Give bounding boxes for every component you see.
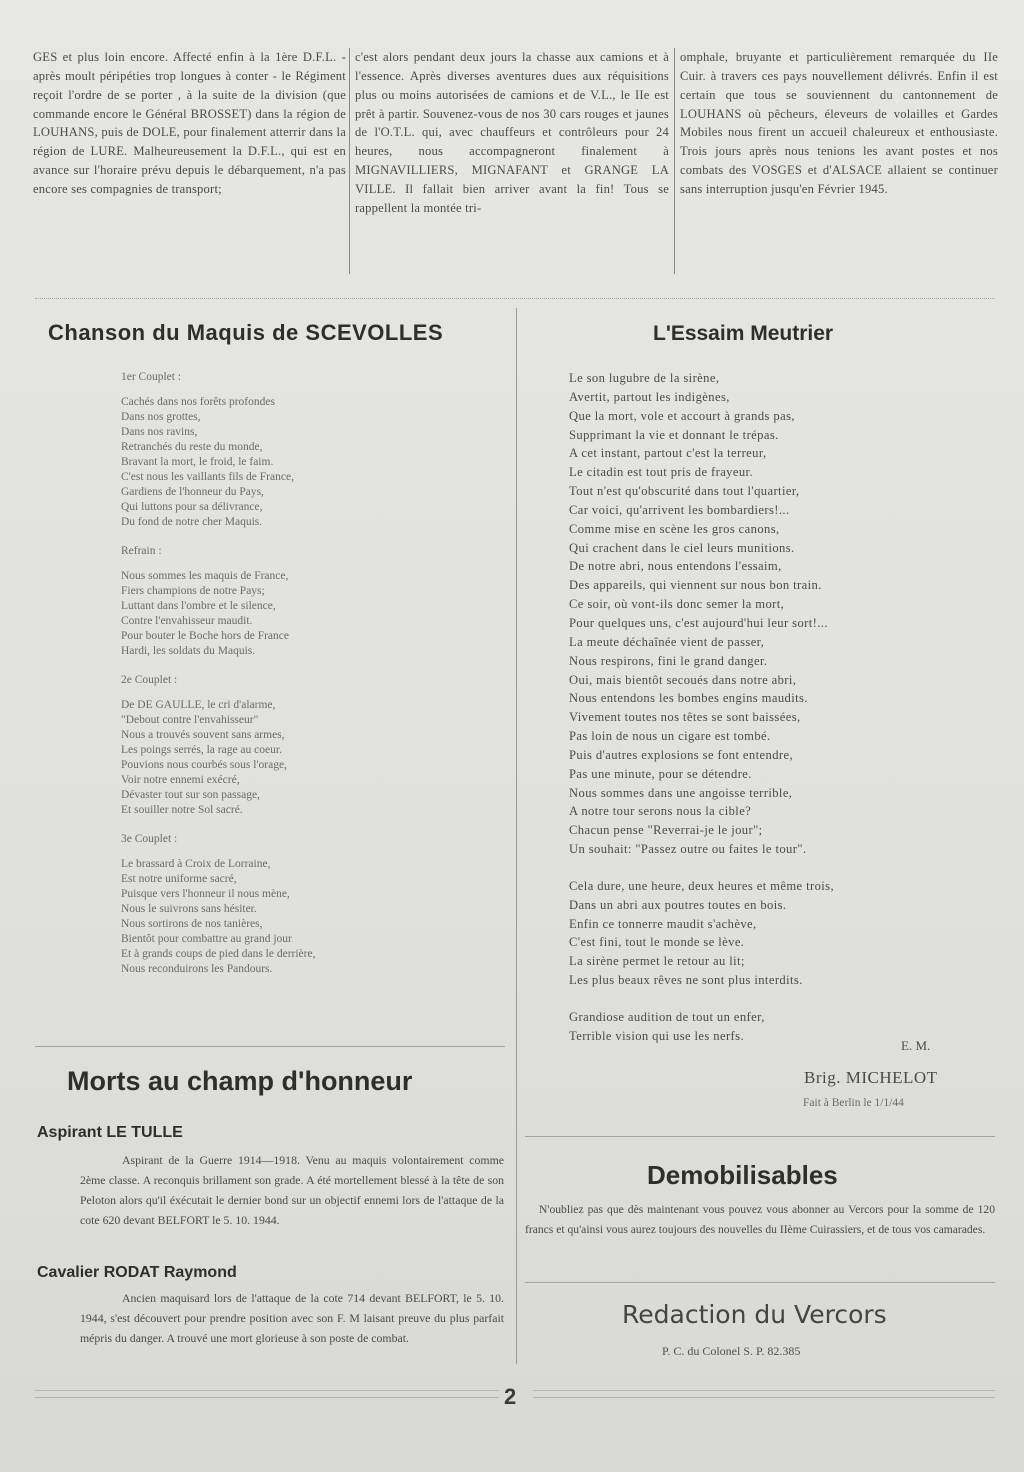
verse-line: C'est nous les vaillants fils de France, [121,471,294,483]
verse-line: Luttant dans l'ombre et le silence, [121,600,276,612]
article-continuation [33,48,999,278]
verse-line: Des appareils, qui viennent sur nous bon train. [569,578,822,593]
essaim-place-date: Fait à Berlin le 1/1/44 [803,1097,904,1109]
verse-line: Voir notre ennemi exécré, [121,774,240,786]
verse-line: Hardi, les soldats du Maquis. [121,645,256,657]
verse-line: Comme mise en scène les gros canons, [569,521,780,536]
essaim-author: Brig. MICHELOT [804,1068,938,1087]
verse-line: Nous reconduirons les Pandours. [121,963,273,975]
verse-line: De notre abri, nous entendons l'essaim, [569,559,782,574]
verse-line: Puisque vers l'honneur il nous mène, [121,888,290,900]
verse-line: Nous sortirons de nos tanières, [121,918,263,930]
chanson-title: Chanson du Maquis de SCEVOLLES [48,320,444,345]
verse-line: Que la mort, vole et accourt à grands pas, [569,408,795,423]
page-number: 2 [504,1384,517,1409]
verse-line: Pas loin de nous un cigare est tombé. [569,729,771,744]
verse-line: Et souiller notre Sol sacré. [121,804,243,816]
verse-line: Le son lugubre de la sirène, [569,371,720,385]
verse-line: Nous sommes dans une angoisse terrible, [569,785,793,800]
verse-line: Bravant la mort, le froid, le faim. [121,456,274,468]
verse-line: Nous sommes les maquis de France, [121,570,289,582]
verse-line: Avertit, partout les indigènes, [569,389,730,404]
section-divider [35,1046,505,1047]
verse-line: De DE GAULLE, le cri d'alarme, [121,699,276,711]
chanson-poem [121,370,501,991]
demob-title: Demobilisables [647,1160,838,1190]
stanza-label: 2e Couplet : [121,674,178,686]
verse-line: Qui crachent dans le ciel leurs munitions. [569,540,795,555]
verse-line: Fiers champions de notre Pays; [121,585,265,597]
verse-line: Dans nos grottes, [121,411,201,423]
verse-line: Le citadin est tout pris de frayeur. [569,465,754,480]
verse-line: La sirène permet le retour au lit; [569,954,745,969]
verse-line: Dans nos ravins, [121,426,198,438]
verse-line: Pour bouter le Boche hors de France [121,630,289,642]
verse-line: Pas une minute, pour se détendre. [569,766,752,781]
verse-line: Contre l'envahisseur maudit. [121,615,253,627]
verse-line: Car voici, qu'arrivent les bombardiers!... [569,502,790,517]
verse-line: Qui luttons pour sa délivrance, [121,501,263,513]
essaim-initials: E. M. [901,1038,931,1053]
article-column-2: c'est alors pendant deux jours la chasse aux camions et à l'essence. Après diverses aventures dues aux réquisitions plus ou moins autorisées de camions et de V.L., le IIe est prêt à partir. Souvenez-vous de nos 30 cars rouges et jaunes de l'O.T.L. qui, avec chauffeurs et contrôleurs pour 24 heures, nous accompagneront finalement à MIGNAVILLIERS, MIGNAFANT et GRANGE LA VILLE. Il fallait bien arriver avant la fin! Tous se rappellent la montée tri- [355,50,669,215]
stanza-label: Refrain : [121,545,162,557]
verse-line: A notre tour serons nous la cible? [569,804,752,819]
person-text-le-tulle: Aspirant de la Guerre 1914—1918. Venu au maquis volontairement comme 2ème classe. A reconquis brillament son grade. A été mortellement blessé à la tête de son Peloton alors qu'il éxécutait le dernier bond sur un objectif ennemi lors de l'attaque de la cote 620 devant BELFORT le 5. 10. 1944. [80,1153,504,1227]
verse-line: Un souhait: "Passez outre ou faites le tour". [569,842,807,857]
verse-line: Du fond de notre cher Maquis. [121,516,263,528]
verse-line: Pour quelques uns, c'est aujourd'hui leur sort!... [569,615,828,630]
stanza [121,698,501,818]
article-column-3: omphale, bruyante et particulièrement remarquée du IIe Cuir. à travers ces pays nouvellement délivrés. Enfin il est certain que tous se souviennent du cantonnement de LOUHANS où pêcheurs, éleveurs de volailles et Gardes Mobiles nous firent un accueil chaleureux et enthousiaste. Trois jours après nous tenions les avant postes et nos combats des VOSGES et d'ALSACE allaient se continuer sans interruption jusqu'en Février 1945. [680,50,998,196]
verse-line: Grandiose audition de tout un enfer, [569,1010,765,1024]
redaction-address: P. C. du Colonel S. P. 82.385 [662,1344,801,1358]
person-text-rodat: Ancien maquisard lors de l'attaque de la cote 714 devant BELFORT, le 5. 10. 1944, s'est découvert pour prendre position avec son F. M laisant preuve du plus parfait mépris du danger. A trouvé une mort glorieuse à son poste de combat. [80,1291,504,1345]
verse-line: Les poings serrés, la rage au coeur. [121,744,282,756]
verse-line: Nous respirons, fini le grand danger. [569,653,768,668]
stanza-label: 1er Couplet : [121,371,182,383]
footer-rule-right [533,1390,995,1398]
center-divider [516,308,517,1364]
verse-line: Oui, mais bientôt secoués dans notre abri, [569,672,797,687]
verse-line: A cet instant, partout c'est la terreur, [569,446,767,461]
verse-line: C'est fini, tout le monde se lève. [569,935,745,950]
person-name-le-tulle: Aspirant LE TULLE [37,1124,183,1141]
redaction-title: Redaction du Vercors [622,1300,887,1329]
verse-line: Dans un abri aux poutres toutes en bois. [569,897,787,912]
verse-line: Retranchés du reste du monde, [121,441,263,453]
verse-line: Cela dure, une heure, deux heures et même trois, [569,878,835,893]
column-divider [349,48,350,274]
verse-line: Les plus beaux rêves ne sont plus interdits. [569,973,803,988]
stanza-gap [569,990,999,1008]
demob-text: N'oubliez pas que dès maintenant vous pouvez vous abonner au Vercors pour la somme de 120 francs et qu'ainsi vous aurez toujours des nouvelles du IIème Cuirassiers, et de tous vos camarades. [525,1203,995,1236]
stanza-gap [569,859,999,877]
verse-line: Vivement toutes nos têtes se sont baissées, [569,710,801,725]
verse-line: Gardiens de l'honneur du Pays, [121,486,264,498]
verse-line: Pouvions nous courbés sous l'orage, [121,759,287,771]
verse-line: Ce soir, où vont-ils donc semer la mort, [569,597,785,612]
verse-line: Bientôt pour combattre au grand jour [121,933,292,945]
stanza-label: 3e Couplet : [121,833,178,845]
verse-line: Puis d'autres explosions se font entendre, [569,747,794,762]
section-divider [525,1282,995,1283]
verse-line: Terrible vision qui use les nerfs. [569,1028,744,1043]
footer-rule-left [35,1390,499,1398]
column-divider [674,48,675,274]
verse-line: Dévaster tout sur son passage, [121,789,260,801]
verse-line: Enfin ce tonnerre maudit s'achève, [569,916,757,931]
morts-title: Morts au champ d'honneur [67,1066,413,1096]
verse-line: Nous entendons les bombes engins maudits. [569,691,808,706]
verse-line: Nous a trouvés souvent sans armes, [121,729,285,741]
stanza [121,569,501,659]
verse-line: Nous le suivrons sans hésiter. [121,903,257,915]
verse-line: Est notre uniforme sacré, [121,873,237,885]
verse-line: "Debout contre l'envahisseur" [121,714,259,726]
stanza [121,857,501,977]
article-column-1: GES et plus loin encore. Affecté enfin à la 1ère D.F.L. - après moult péripéties trop longues à conter - le Régiment reçoit l'ordre de se porter , à la suite de la division (que commande encore le Général BROSSET) dans la région de LOUHANS, puis de DOLE, pour finalement atterrir dans la région de LURE. Malheureusement la D.F.L., qui est en avance sur l'horaire prévu depuis le débarquement, n'a pas encore ses compagnies de transport; [33,50,346,196]
verse-line: La meute déchaînée vient de passer, [569,634,765,649]
verse-line: Supprimant la vie et donnant le trépas. [569,427,779,442]
verse-line: Chacun pense "Reverrai-je le jour"; [569,823,763,838]
verse-line: Et à grands coups de pied dans le derrière, [121,948,316,960]
essaim-title: L'Essaim Meutrier [653,322,834,345]
stanza [121,395,501,530]
person-name-rodat: Cavalier RODAT Raymond [37,1264,237,1281]
verse-line: Tout n'est qu'obscurité dans tout l'quartier, [569,484,800,499]
section-divider [525,1136,995,1137]
section-divider [35,298,995,299]
verse-line: Cachés dans nos forêts profondes [121,396,275,408]
verse-line: Le brassard à Croix de Lorraine, [121,858,271,870]
essaim-poem [569,369,999,1046]
